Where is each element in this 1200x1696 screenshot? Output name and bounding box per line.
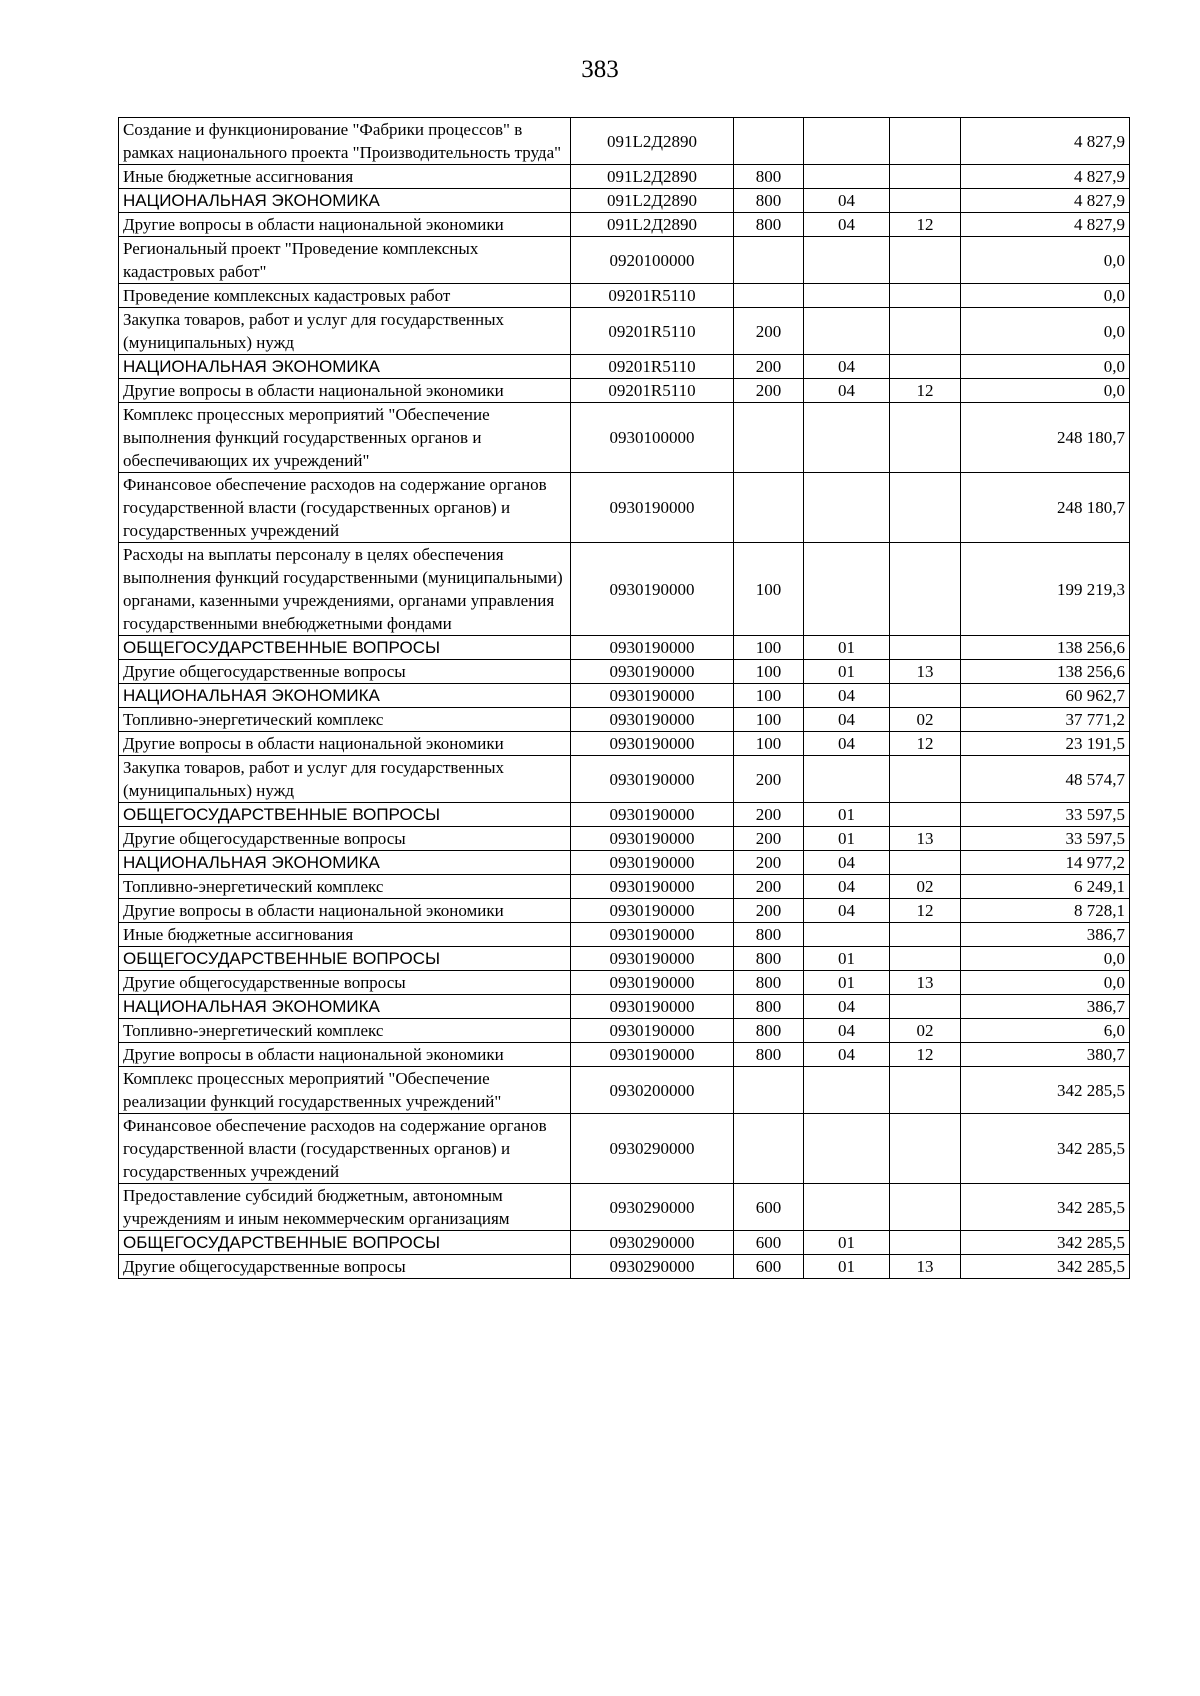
cell-expense-type-code: 200 bbox=[734, 827, 804, 851]
table-row bbox=[119, 971, 1130, 995]
cell-expense-type-code: 600 bbox=[734, 1231, 804, 1255]
cell-target-article-code: 0930290000 bbox=[571, 1255, 734, 1279]
cell-expense-type-code bbox=[734, 1067, 804, 1114]
cell-item-name: Закупка товаров, работ и услуг для государственных (муниципальных) нужд bbox=[119, 756, 571, 803]
cell-expense-type-code: 100 bbox=[734, 708, 804, 732]
cell-expense-type-code: 600 bbox=[734, 1184, 804, 1231]
table-row bbox=[119, 708, 1130, 732]
table-row bbox=[119, 851, 1130, 875]
cell-target-article-code: 0930190000 bbox=[571, 1019, 734, 1043]
cell-target-article-code: 0930200000 bbox=[571, 1067, 734, 1114]
cell-target-article-code: 0930190000 bbox=[571, 995, 734, 1019]
cell-item-name: Другие общегосударственные вопросы bbox=[119, 971, 571, 995]
cell-item-name: Топливно-энергетический комплекс bbox=[119, 875, 571, 899]
table-row bbox=[119, 1043, 1130, 1067]
cell-subsection-code bbox=[890, 1114, 961, 1184]
cell-target-article-code: 0930290000 bbox=[571, 1184, 734, 1231]
cell-target-article-code: 0930100000 bbox=[571, 403, 734, 473]
cell-item-name: Предоставление субсидий бюджетным, автономным учреждениям и иным некоммерческим организациям bbox=[119, 1184, 571, 1231]
cell-section-code bbox=[804, 237, 890, 284]
cell-expense-type-code: 200 bbox=[734, 379, 804, 403]
cell-expense-type-code: 100 bbox=[734, 543, 804, 636]
cell-amount: 248 180,7 bbox=[961, 473, 1130, 543]
cell-amount: 37 771,2 bbox=[961, 708, 1130, 732]
table-row bbox=[119, 756, 1130, 803]
cell-section-code: 01 bbox=[804, 947, 890, 971]
cell-subsection-code: 12 bbox=[890, 379, 961, 403]
cell-item-name: НАЦИОНАЛЬНАЯ ЭКОНОМИКА bbox=[119, 355, 571, 379]
cell-section-code: 01 bbox=[804, 636, 890, 660]
cell-subsection-code bbox=[890, 237, 961, 284]
table-row bbox=[119, 543, 1130, 636]
cell-target-article-code: 0930190000 bbox=[571, 543, 734, 636]
cell-item-name: Топливно-энергетический комплекс bbox=[119, 1019, 571, 1043]
cell-target-article-code: 09201R5110 bbox=[571, 355, 734, 379]
cell-item-name: Иные бюджетные ассигнования bbox=[119, 165, 571, 189]
cell-item-name: Финансовое обеспечение расходов на содержание органов государственной власти (государственных органов) и государственных учреждений bbox=[119, 473, 571, 543]
table-row bbox=[119, 923, 1130, 947]
cell-section-code: 04 bbox=[804, 1043, 890, 1067]
cell-amount: 60 962,7 bbox=[961, 684, 1130, 708]
cell-item-name: Другие вопросы в области национальной экономики bbox=[119, 213, 571, 237]
cell-amount: 23 191,5 bbox=[961, 732, 1130, 756]
cell-section-code: 04 bbox=[804, 1019, 890, 1043]
table-row bbox=[119, 899, 1130, 923]
cell-section-code: 04 bbox=[804, 189, 890, 213]
cell-subsection-code: 13 bbox=[890, 971, 961, 995]
cell-expense-type-code bbox=[734, 473, 804, 543]
cell-expense-type-code: 200 bbox=[734, 899, 804, 923]
cell-subsection-code bbox=[890, 803, 961, 827]
cell-amount: 342 285,5 bbox=[961, 1184, 1130, 1231]
cell-section-code: 04 bbox=[804, 732, 890, 756]
cell-item-name: Топливно-энергетический комплекс bbox=[119, 708, 571, 732]
cell-item-name: ОБЩЕГОСУДАРСТВЕННЫЕ ВОПРОСЫ bbox=[119, 803, 571, 827]
cell-amount: 380,7 bbox=[961, 1043, 1130, 1067]
cell-subsection-code: 12 bbox=[890, 1043, 961, 1067]
cell-target-article-code: 0930190000 bbox=[571, 899, 734, 923]
table-row bbox=[119, 237, 1130, 284]
cell-expense-type-code: 800 bbox=[734, 923, 804, 947]
page-number: 383 bbox=[581, 56, 619, 83]
cell-item-name: Другие общегосударственные вопросы bbox=[119, 660, 571, 684]
cell-target-article-code: 0930190000 bbox=[571, 708, 734, 732]
table-row bbox=[119, 995, 1130, 1019]
cell-target-article-code: 091L2Д2890 bbox=[571, 118, 734, 165]
cell-target-article-code: 0920100000 bbox=[571, 237, 734, 284]
cell-amount: 0,0 bbox=[961, 971, 1130, 995]
cell-target-article-code: 0930190000 bbox=[571, 473, 734, 543]
cell-target-article-code: 091L2Д2890 bbox=[571, 189, 734, 213]
cell-item-name: НАЦИОНАЛЬНАЯ ЭКОНОМИКА bbox=[119, 851, 571, 875]
cell-target-article-code: 0930190000 bbox=[571, 660, 734, 684]
cell-subsection-code: 02 bbox=[890, 1019, 961, 1043]
cell-section-code: 01 bbox=[804, 803, 890, 827]
cell-amount: 4 827,9 bbox=[961, 213, 1130, 237]
cell-target-article-code: 0930190000 bbox=[571, 971, 734, 995]
cell-section-code: 04 bbox=[804, 851, 890, 875]
budget-table-body bbox=[119, 118, 1130, 1279]
cell-section-code bbox=[804, 308, 890, 355]
cell-section-code bbox=[804, 756, 890, 803]
cell-amount: 342 285,5 bbox=[961, 1255, 1130, 1279]
table-row bbox=[119, 1184, 1130, 1231]
table-row bbox=[119, 189, 1130, 213]
cell-item-name: Расходы на выплаты персоналу в целях обеспечения выполнения функций государственными (муниципальными) органами, казенными учреждениями, органами управления государственными внебюджетными фондами bbox=[119, 543, 571, 636]
cell-expense-type-code: 800 bbox=[734, 189, 804, 213]
cell-section-code: 04 bbox=[804, 355, 890, 379]
table-row bbox=[119, 1255, 1130, 1279]
cell-subsection-code bbox=[890, 923, 961, 947]
cell-expense-type-code: 800 bbox=[734, 1019, 804, 1043]
cell-subsection-code bbox=[890, 118, 961, 165]
cell-subsection-code bbox=[890, 1067, 961, 1114]
cell-amount: 0,0 bbox=[961, 308, 1130, 355]
cell-expense-type-code: 600 bbox=[734, 1255, 804, 1279]
cell-amount: 8 728,1 bbox=[961, 899, 1130, 923]
cell-section-code bbox=[804, 118, 890, 165]
cell-amount: 342 285,5 bbox=[961, 1067, 1130, 1114]
cell-target-article-code: 0930190000 bbox=[571, 756, 734, 803]
cell-expense-type-code: 800 bbox=[734, 971, 804, 995]
table-row bbox=[119, 660, 1130, 684]
cell-target-article-code: 09201R5110 bbox=[571, 379, 734, 403]
table-row bbox=[119, 213, 1130, 237]
cell-section-code: 04 bbox=[804, 213, 890, 237]
cell-amount: 0,0 bbox=[961, 379, 1130, 403]
cell-item-name: Другие общегосударственные вопросы bbox=[119, 827, 571, 851]
cell-section-code bbox=[804, 165, 890, 189]
cell-subsection-code: 02 bbox=[890, 875, 961, 899]
table-row bbox=[119, 403, 1130, 473]
cell-section-code bbox=[804, 1067, 890, 1114]
cell-amount: 386,7 bbox=[961, 995, 1130, 1019]
cell-amount: 0,0 bbox=[961, 355, 1130, 379]
cell-expense-type-code: 200 bbox=[734, 355, 804, 379]
cell-target-article-code: 0930190000 bbox=[571, 923, 734, 947]
cell-subsection-code: 02 bbox=[890, 708, 961, 732]
cell-item-name: Комплекс процессных мероприятий "Обеспечение выполнения функций государственных органов и обеспечивающих их учреждений" bbox=[119, 403, 571, 473]
cell-expense-type-code bbox=[734, 403, 804, 473]
cell-target-article-code: 0930290000 bbox=[571, 1231, 734, 1255]
cell-item-name: Создание и функционирование "Фабрики процессов" в рамках национального проекта "Производительность труда" bbox=[119, 118, 571, 165]
cell-target-article-code: 0930190000 bbox=[571, 684, 734, 708]
cell-amount: 342 285,5 bbox=[961, 1114, 1130, 1184]
cell-amount: 386,7 bbox=[961, 923, 1130, 947]
cell-expense-type-code: 100 bbox=[734, 660, 804, 684]
cell-target-article-code: 09201R5110 bbox=[571, 308, 734, 355]
cell-subsection-code bbox=[890, 543, 961, 636]
cell-item-name: Другие вопросы в области национальной экономики bbox=[119, 899, 571, 923]
table-row bbox=[119, 875, 1130, 899]
cell-subsection-code bbox=[890, 756, 961, 803]
cell-target-article-code: 0930190000 bbox=[571, 827, 734, 851]
cell-target-article-code: 09201R5110 bbox=[571, 284, 734, 308]
cell-subsection-code: 12 bbox=[890, 899, 961, 923]
table-row bbox=[119, 1019, 1130, 1043]
cell-item-name: Закупка товаров, работ и услуг для государственных (муниципальных) нужд bbox=[119, 308, 571, 355]
table-row bbox=[119, 308, 1130, 355]
cell-expense-type-code: 200 bbox=[734, 756, 804, 803]
cell-amount: 0,0 bbox=[961, 947, 1130, 971]
table-row bbox=[119, 165, 1130, 189]
cell-section-code bbox=[804, 1184, 890, 1231]
cell-amount: 138 256,6 bbox=[961, 636, 1130, 660]
cell-expense-type-code bbox=[734, 1114, 804, 1184]
cell-section-code: 04 bbox=[804, 995, 890, 1019]
cell-expense-type-code: 800 bbox=[734, 947, 804, 971]
cell-target-article-code: 0930190000 bbox=[571, 636, 734, 660]
cell-section-code: 04 bbox=[804, 379, 890, 403]
cell-target-article-code: 091L2Д2890 bbox=[571, 165, 734, 189]
cell-subsection-code: 13 bbox=[890, 1255, 961, 1279]
table-row bbox=[119, 1067, 1130, 1114]
cell-section-code: 04 bbox=[804, 684, 890, 708]
cell-subsection-code bbox=[890, 684, 961, 708]
table-row bbox=[119, 473, 1130, 543]
cell-expense-type-code: 800 bbox=[734, 213, 804, 237]
cell-amount: 0,0 bbox=[961, 237, 1130, 284]
cell-subsection-code bbox=[890, 473, 961, 543]
table-row bbox=[119, 636, 1130, 660]
cell-expense-type-code: 800 bbox=[734, 165, 804, 189]
cell-target-article-code: 0930190000 bbox=[571, 1043, 734, 1067]
cell-amount: 4 827,9 bbox=[961, 189, 1130, 213]
cell-item-name: НАЦИОНАЛЬНАЯ ЭКОНОМИКА bbox=[119, 684, 571, 708]
cell-item-name: НАЦИОНАЛЬНАЯ ЭКОНОМИКА bbox=[119, 995, 571, 1019]
cell-section-code bbox=[804, 473, 890, 543]
table-row bbox=[119, 827, 1130, 851]
cell-expense-type-code bbox=[734, 237, 804, 284]
cell-item-name: Другие вопросы в области национальной экономики bbox=[119, 1043, 571, 1067]
cell-target-article-code: 091L2Д2890 bbox=[571, 213, 734, 237]
table-row bbox=[119, 355, 1130, 379]
cell-target-article-code: 0930190000 bbox=[571, 732, 734, 756]
cell-section-code: 04 bbox=[804, 899, 890, 923]
cell-amount: 342 285,5 bbox=[961, 1231, 1130, 1255]
cell-amount: 48 574,7 bbox=[961, 756, 1130, 803]
cell-section-code: 01 bbox=[804, 971, 890, 995]
cell-subsection-code bbox=[890, 1231, 961, 1255]
cell-item-name: Другие вопросы в области национальной экономики bbox=[119, 379, 571, 403]
cell-section-code bbox=[804, 284, 890, 308]
cell-subsection-code bbox=[890, 355, 961, 379]
cell-item-name: Другие общегосударственные вопросы bbox=[119, 1255, 571, 1279]
cell-section-code: 01 bbox=[804, 660, 890, 684]
cell-subsection-code bbox=[890, 403, 961, 473]
cell-expense-type-code: 200 bbox=[734, 851, 804, 875]
cell-section-code bbox=[804, 923, 890, 947]
cell-expense-type-code bbox=[734, 118, 804, 165]
cell-amount: 4 827,9 bbox=[961, 118, 1130, 165]
cell-section-code: 01 bbox=[804, 1231, 890, 1255]
cell-target-article-code: 0930290000 bbox=[571, 1114, 734, 1184]
cell-target-article-code: 0930190000 bbox=[571, 851, 734, 875]
cell-expense-type-code bbox=[734, 284, 804, 308]
cell-amount: 6,0 bbox=[961, 1019, 1130, 1043]
cell-amount: 33 597,5 bbox=[961, 803, 1130, 827]
cell-expense-type-code: 200 bbox=[734, 803, 804, 827]
cell-expense-type-code: 800 bbox=[734, 995, 804, 1019]
cell-section-code: 04 bbox=[804, 875, 890, 899]
cell-target-article-code: 0930190000 bbox=[571, 803, 734, 827]
table-row bbox=[119, 732, 1130, 756]
cell-amount: 0,0 bbox=[961, 284, 1130, 308]
table-row bbox=[119, 1114, 1130, 1184]
cell-item-name: Другие вопросы в области национальной экономики bbox=[119, 732, 571, 756]
table-row bbox=[119, 803, 1130, 827]
cell-item-name: Финансовое обеспечение расходов на содержание органов государственной власти (государственных органов) и государственных учреждений bbox=[119, 1114, 571, 1184]
cell-amount: 6 249,1 bbox=[961, 875, 1130, 899]
cell-subsection-code bbox=[890, 284, 961, 308]
cell-subsection-code: 12 bbox=[890, 213, 961, 237]
cell-amount: 199 219,3 bbox=[961, 543, 1130, 636]
cell-expense-type-code: 100 bbox=[734, 684, 804, 708]
cell-expense-type-code: 100 bbox=[734, 636, 804, 660]
table-row bbox=[119, 684, 1130, 708]
cell-expense-type-code: 100 bbox=[734, 732, 804, 756]
cell-subsection-code: 13 bbox=[890, 827, 961, 851]
cell-item-name: ОБЩЕГОСУДАРСТВЕННЫЕ ВОПРОСЫ bbox=[119, 1231, 571, 1255]
cell-amount: 4 827,9 bbox=[961, 165, 1130, 189]
table-row bbox=[119, 118, 1130, 165]
cell-section-code: 04 bbox=[804, 708, 890, 732]
table-row bbox=[119, 1231, 1130, 1255]
cell-item-name: Иные бюджетные ассигнования bbox=[119, 923, 571, 947]
cell-item-name: ОБЩЕГОСУДАРСТВЕННЫЕ ВОПРОСЫ bbox=[119, 636, 571, 660]
cell-amount: 138 256,6 bbox=[961, 660, 1130, 684]
table-row bbox=[119, 379, 1130, 403]
cell-subsection-code bbox=[890, 1184, 961, 1231]
cell-section-code: 01 bbox=[804, 1255, 890, 1279]
cell-item-name: Проведение комплексных кадастровых работ bbox=[119, 284, 571, 308]
cell-amount: 248 180,7 bbox=[961, 403, 1130, 473]
cell-section-code bbox=[804, 1114, 890, 1184]
cell-item-name: НАЦИОНАЛЬНАЯ ЭКОНОМИКА bbox=[119, 189, 571, 213]
cell-item-name: Комплекс процессных мероприятий "Обеспечение реализации функций государственных учреждений" bbox=[119, 1067, 571, 1114]
cell-subsection-code bbox=[890, 995, 961, 1019]
cell-target-article-code: 0930190000 bbox=[571, 875, 734, 899]
cell-subsection-code bbox=[890, 189, 961, 213]
cell-subsection-code bbox=[890, 165, 961, 189]
cell-expense-type-code: 200 bbox=[734, 308, 804, 355]
cell-target-article-code: 0930190000 bbox=[571, 947, 734, 971]
cell-amount: 33 597,5 bbox=[961, 827, 1130, 851]
table-row bbox=[119, 947, 1130, 971]
cell-section-code: 01 bbox=[804, 827, 890, 851]
cell-subsection-code: 13 bbox=[890, 660, 961, 684]
budget-table bbox=[118, 117, 1130, 1279]
cell-section-code bbox=[804, 403, 890, 473]
cell-item-name: Региональный проект "Проведение комплексных кадастровых работ" bbox=[119, 237, 571, 284]
cell-subsection-code bbox=[890, 947, 961, 971]
cell-amount: 14 977,2 bbox=[961, 851, 1130, 875]
cell-subsection-code bbox=[890, 308, 961, 355]
cell-subsection-code: 12 bbox=[890, 732, 961, 756]
table-row bbox=[119, 284, 1130, 308]
cell-section-code bbox=[804, 543, 890, 636]
cell-expense-type-code: 200 bbox=[734, 875, 804, 899]
cell-expense-type-code: 800 bbox=[734, 1043, 804, 1067]
cell-subsection-code bbox=[890, 636, 961, 660]
cell-item-name: ОБЩЕГОСУДАРСТВЕННЫЕ ВОПРОСЫ bbox=[119, 947, 571, 971]
cell-subsection-code bbox=[890, 851, 961, 875]
